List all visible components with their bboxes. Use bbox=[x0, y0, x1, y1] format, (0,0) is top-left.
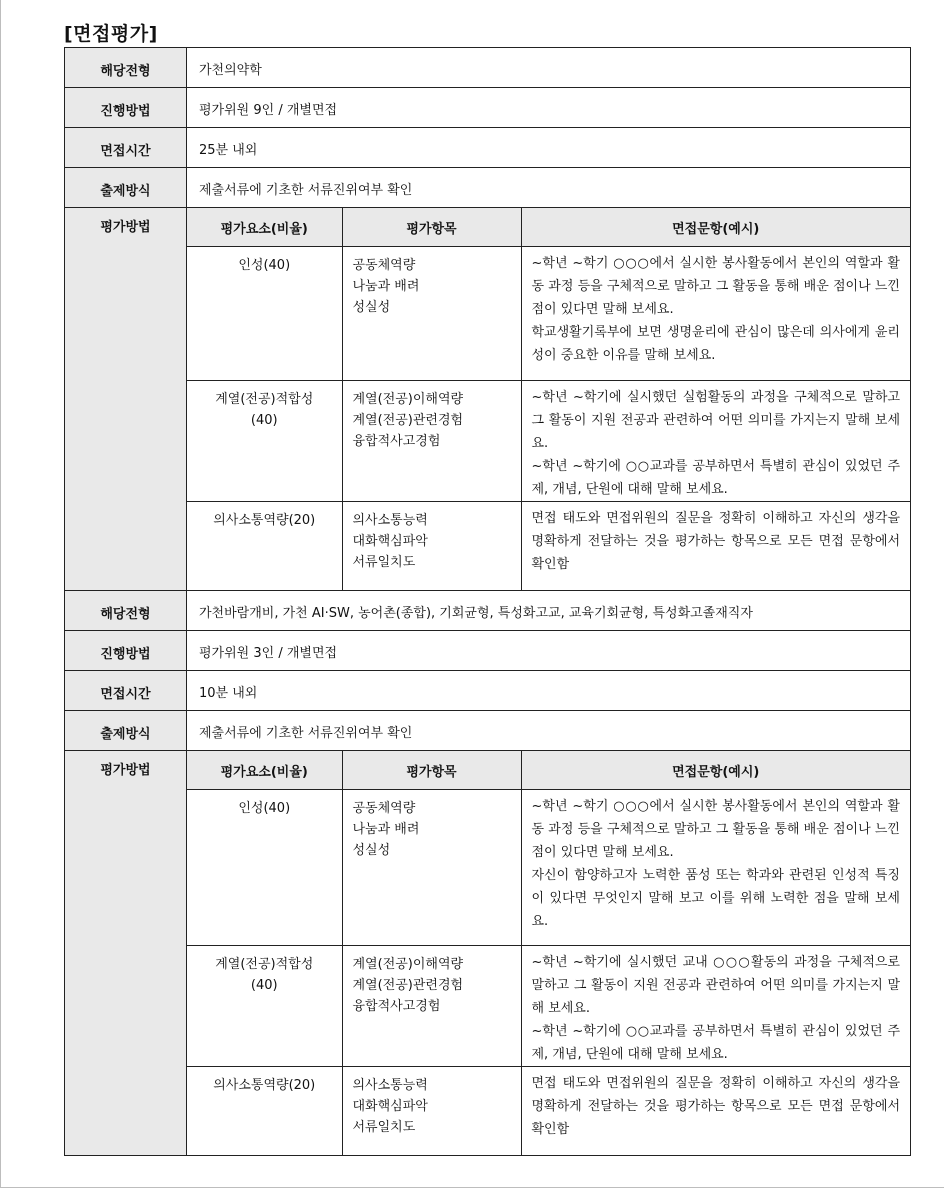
method-value: 평가위원 3인 / 개별면접 bbox=[187, 631, 911, 671]
questions-cell bbox=[521, 247, 910, 381]
document-title: [면접평가] bbox=[64, 23, 158, 45]
question-text: ~학년 ~학기에 ○○교과를 공부하면서 특별히 관심이 있었던 주제, 개념, 단원에 대해 말해 보세요. bbox=[531, 1024, 900, 1062]
interview-table-2 bbox=[64, 590, 911, 1156]
eval-table bbox=[187, 751, 910, 1155]
interview-table-1 bbox=[64, 47, 911, 591]
eval-row-major-fit bbox=[187, 946, 910, 1067]
item-text: 융합적사고경험 bbox=[352, 434, 441, 449]
item-text: 나눔과 배려 bbox=[352, 822, 420, 837]
items-cell bbox=[342, 946, 521, 1067]
item-text: 나눔과 배려 bbox=[352, 279, 420, 294]
item-text: 대화핵심파악 bbox=[352, 534, 428, 549]
question-text: ~학년 ~학기 ○○○에서 실시한 봉사활동에서 본인의 역할과 활동 과정 등을 구체적으로 말하고 그 활동을 통해 배운 점이나 느낀 점이 있다면 말해 보세요. bbox=[531, 799, 900, 860]
items-cell bbox=[342, 790, 521, 946]
factor-ratio: (40) bbox=[250, 978, 278, 993]
item-text: 계열(전공)관련경험 bbox=[352, 978, 464, 993]
item-text: 대화핵심파악 bbox=[352, 1099, 428, 1114]
question-text: 학교생활기록부에 보면 생명윤리에 관심이 많은데 의사에게 윤리성이 중요한 이유를 말해 보세요. bbox=[531, 325, 900, 363]
questions-cell bbox=[521, 790, 910, 946]
header-factor: 평가요소(비율) bbox=[187, 751, 342, 790]
item-text: 성실성 bbox=[352, 843, 391, 858]
style-row bbox=[65, 711, 911, 751]
factor-cell bbox=[187, 946, 342, 1067]
eval-row bbox=[65, 208, 911, 591]
eval-header-row bbox=[187, 208, 910, 247]
factor-cell bbox=[187, 1067, 342, 1155]
item-text: 계열(전공)관련경험 bbox=[352, 413, 464, 428]
eval-cell bbox=[187, 751, 911, 1156]
items-cell bbox=[342, 1067, 521, 1155]
style-label: 출제방식 bbox=[65, 711, 187, 751]
item-text: 성실성 bbox=[352, 300, 391, 315]
type-value: 가천의약학 bbox=[187, 48, 911, 88]
eval-row-communication bbox=[187, 502, 910, 590]
items-cell bbox=[342, 381, 521, 502]
time-label: 면접시간 bbox=[65, 128, 187, 168]
eval-row-major-fit bbox=[187, 381, 910, 502]
eval-row-personality bbox=[187, 790, 910, 946]
style-label: 출제방식 bbox=[65, 168, 187, 208]
factor-cell bbox=[187, 247, 342, 381]
questions-cell bbox=[521, 946, 910, 1067]
header-questions: 면접문항(예시) bbox=[521, 208, 910, 247]
question-text: 면접 태도와 면접위원의 질문을 정확히 이해하고 자신의 생각을 명확하게 전달하는 것을 평가하는 항목으로 모든 면접 문항에서 확인함 bbox=[531, 1076, 900, 1137]
item-text: 공동체역량 bbox=[352, 801, 416, 816]
item-text: 서류일치도 bbox=[352, 555, 416, 570]
time-value: 25분 내외 bbox=[187, 128, 911, 168]
time-value: 10분 내외 bbox=[187, 671, 911, 711]
item-text: 의사소통능력 bbox=[352, 1078, 428, 1093]
eval-row-communication bbox=[187, 1067, 910, 1155]
questions-cell bbox=[521, 502, 910, 590]
question-text: ~학년 ~학기에 실시했던 교내 ○○○활동의 과정을 구체적으로 말하고 그 활동이 지원 전공과 관련하여 어떤 의미를 가지는지 말해 보세요. bbox=[531, 955, 900, 1016]
eval-header-row bbox=[187, 751, 910, 790]
factor-ratio: (40) bbox=[250, 413, 278, 428]
time-row bbox=[65, 128, 911, 168]
time-row bbox=[65, 671, 911, 711]
factor-text: 계열(전공)적합성 bbox=[215, 392, 314, 407]
eval-row-personality bbox=[187, 247, 910, 381]
header-items: 평가항목 bbox=[342, 751, 521, 790]
question-text: 자신이 함양하고자 노력한 품성 또는 학과와 관련된 인성적 특징이 있다면 무엇인지 말해 보고 이를 위해 노력한 점을 말해 보세요. bbox=[531, 868, 900, 929]
questions-cell bbox=[521, 381, 910, 502]
question-text: ~학년 ~학기에 ○○교과를 공부하면서 특별히 관심이 있었던 주제, 개념, 단원에 대해 말해 보세요. bbox=[531, 459, 900, 497]
method-row bbox=[65, 88, 911, 128]
eval-label: 평가방법 bbox=[65, 208, 187, 591]
type-label: 해당전형 bbox=[65, 48, 187, 88]
item-text: 서류일치도 bbox=[352, 1120, 416, 1135]
method-row bbox=[65, 631, 911, 671]
eval-label: 평가방법 bbox=[65, 751, 187, 1156]
factor-cell bbox=[187, 502, 342, 590]
header-factor: 평가요소(비율) bbox=[187, 208, 342, 247]
question-text: 면접 태도와 면접위원의 질문을 정확히 이해하고 자신의 생각을 명확하게 전달하는 것을 평가하는 항목으로 모든 면접 문항에서 확인함 bbox=[531, 511, 900, 572]
type-row bbox=[65, 591, 911, 631]
factor-text: 계열(전공)적합성 bbox=[215, 957, 314, 972]
questions-cell bbox=[521, 1067, 910, 1155]
factor-text: 의사소통역량(20) bbox=[213, 513, 316, 528]
item-text: 계열(전공)이해역량 bbox=[352, 392, 464, 407]
method-label: 진행방법 bbox=[65, 631, 187, 671]
factor-cell bbox=[187, 381, 342, 502]
item-text: 계열(전공)이해역량 bbox=[352, 957, 464, 972]
factor-text: 의사소통역량(20) bbox=[213, 1078, 316, 1093]
method-value: 평가위원 9인 / 개별면접 bbox=[187, 88, 911, 128]
item-text: 융합적사고경험 bbox=[352, 999, 441, 1014]
header-questions: 면접문항(예시) bbox=[521, 751, 910, 790]
style-value: 제출서류에 기초한 서류진위여부 확인 bbox=[187, 168, 911, 208]
type-value: 가천바람개비, 가천 AI·SW, 농어촌(종합), 기회균형, 특성화고교, 교육기회균형, 특성화고졸재직자 bbox=[187, 591, 911, 631]
eval-cell bbox=[187, 208, 911, 591]
time-label: 면접시간 bbox=[65, 671, 187, 711]
items-cell bbox=[342, 247, 521, 381]
items-cell bbox=[342, 502, 521, 590]
page-border-left bbox=[0, 0, 1, 1188]
item-text: 공동체역량 bbox=[352, 258, 416, 273]
factor-cell bbox=[187, 790, 342, 946]
item-text: 의사소통능력 bbox=[352, 513, 428, 528]
method-label: 진행방법 bbox=[65, 88, 187, 128]
type-label: 해당전형 bbox=[65, 591, 187, 631]
question-text: ~학년 ~학기 ○○○에서 실시한 봉사활동에서 본인의 역할과 활동 과정 등을 구체적으로 말하고 그 활동을 통해 배운 점이나 느낀 점이 있다면 말해 보세요. bbox=[531, 256, 900, 317]
header-items: 평가항목 bbox=[342, 208, 521, 247]
eval-table bbox=[187, 208, 910, 590]
eval-row bbox=[65, 751, 911, 1156]
style-value: 제출서류에 기초한 서류진위여부 확인 bbox=[187, 711, 911, 751]
factor-text: 인성(40) bbox=[238, 258, 291, 273]
question-text: ~학년 ~학기에 실시했던 실험활동의 과정을 구체적으로 말하고 그 활동이 지원 전공과 관련하여 어떤 의미를 가지는지 말해 보세요. bbox=[531, 390, 900, 451]
type-row bbox=[65, 48, 911, 88]
factor-text: 인성(40) bbox=[238, 801, 291, 816]
style-row bbox=[65, 168, 911, 208]
